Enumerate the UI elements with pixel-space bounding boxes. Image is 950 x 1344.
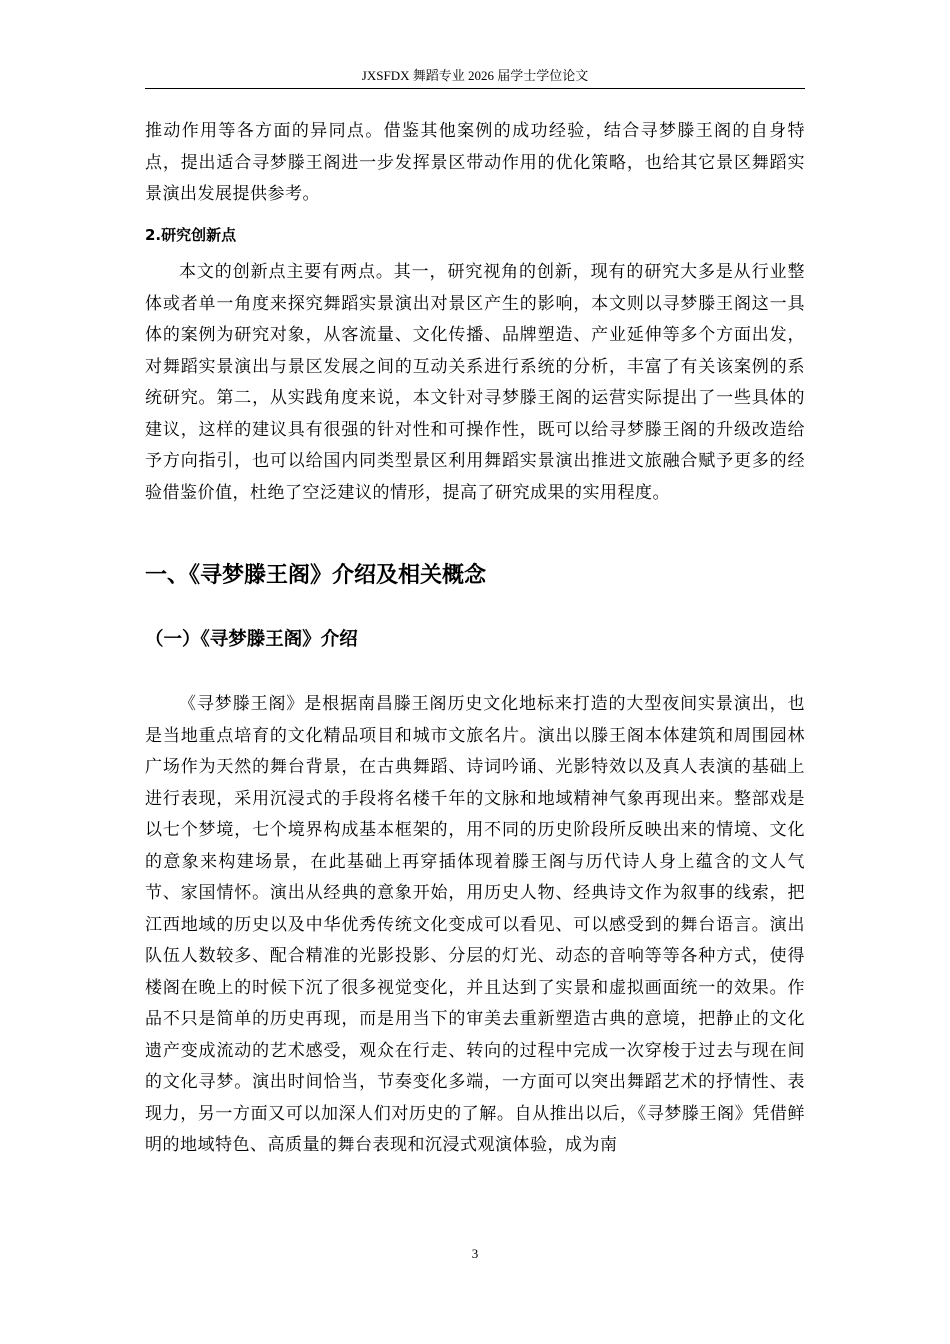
- chapter-heading: [145, 561, 805, 591]
- paragraph-text: 推动作用等各方面的异同点。借鉴其他案例的成功经验，结合寻梦滕王阁的自身特点，提出适合寻梦滕王阁进一步发挥景区带动作用的优化策略，也给其它景区舞蹈实景演出发展提供参考。: [145, 121, 805, 204]
- paragraph-section-intro: [145, 689, 805, 1162]
- page-number: 3: [471, 1246, 479, 1261]
- subheading-text: 2.研究创新点: [145, 226, 237, 244]
- header-divider: [145, 88, 805, 89]
- paragraph-text: 《寻梦滕王阁》是根据南昌滕王阁历史文化地标来打造的大型夜间实景演出，也是当地重点培育的文化精品项目和城市文旅名片。演出以滕王阁本体建筑和周围园林广场作为天然的舞台背景，在古典舞蹈、诗词吟诵、光影特效以及真人表演的基础上进行表现，采用沉浸式的手段将名楼千年的文脉和地域精神气象再现出来。整部戏是以七个梦境，七个境界构成基本框架的，用不同的历史阶段所反映出来的情境、文化的意象来构建场景，在此基础上再穿插体现着滕王阁与历代诗人身上蕴含的文人气节、家国情怀。演出从经典的意象开始，用历史人物、经典诗文作为叙事的线索，把江西地域的历史以及中华优秀传统文化变成可以看见、可以感受到的舞台语言。演出队伍人数较多、配合精准的光影投影、分层的灯光、动态的音响等等各种方式，使得楼阁在晚上的时候下沉了很多视觉变化，并且达到了实景和虚拟画面统一的效果。作品不只是简单的历史再现，而是用当下的审美去重新塑造古典的意境，把静止的文化遗产变成流动的艺术感受，观众在行走、转向的过程中完成一次穿梭于过去与现在间的文化寻梦。演出时间恰当，节奏变化多端，一方面可以突出舞蹈艺术的抒情性、表现力，另一方面又可以加深人们对历史的了解。自从推出以后，《寻梦滕王阁》凭借鲜明的地域特色、高质量的舞台表现和沉浸式观演体验，成为南: [145, 694, 805, 1155]
- paragraph-innovation: [145, 257, 805, 509]
- section-heading: [145, 627, 805, 653]
- subheading-research-innovation: [145, 224, 805, 246]
- section-title: （一）《寻梦滕王阁》介绍: [145, 629, 358, 650]
- paragraph-intro-continued: [145, 116, 805, 211]
- chapter-title: 一、《寻梦滕王阁》介绍及相关概念: [145, 563, 487, 588]
- running-header: JXSFDX 舞蹈专业 2026 届学士学位论文: [361, 68, 589, 83]
- paragraph-text: 本文的创新点主要有两点。其一，研究视角的创新，现有的研究大多是从行业整体或者单一角度来探究舞蹈实景演出对景区产生的影响，本文则以寻梦滕王阁这一具体的案例为研究对象，从客流量、文化传播、品牌塑造、产业延伸等多个方面出发，对舞蹈实景演出与景区发展之间的互动关系进行系统的分析，丰富了有关该案例的系统研究。第二，从实践角度来说，本文针对寻梦滕王阁的运营实际提出了一些具体的建议，这样的建议具有很强的针对性和可操作性，既可以给寻梦滕王阁的升级改造给予方向指引，也可以给国内同类型景区利用舞蹈实景演出推进文旅融合赋予更多的经验借鉴价值，杜绝了空泛建议的情形，提高了研究成果的实用程度。: [145, 262, 805, 503]
